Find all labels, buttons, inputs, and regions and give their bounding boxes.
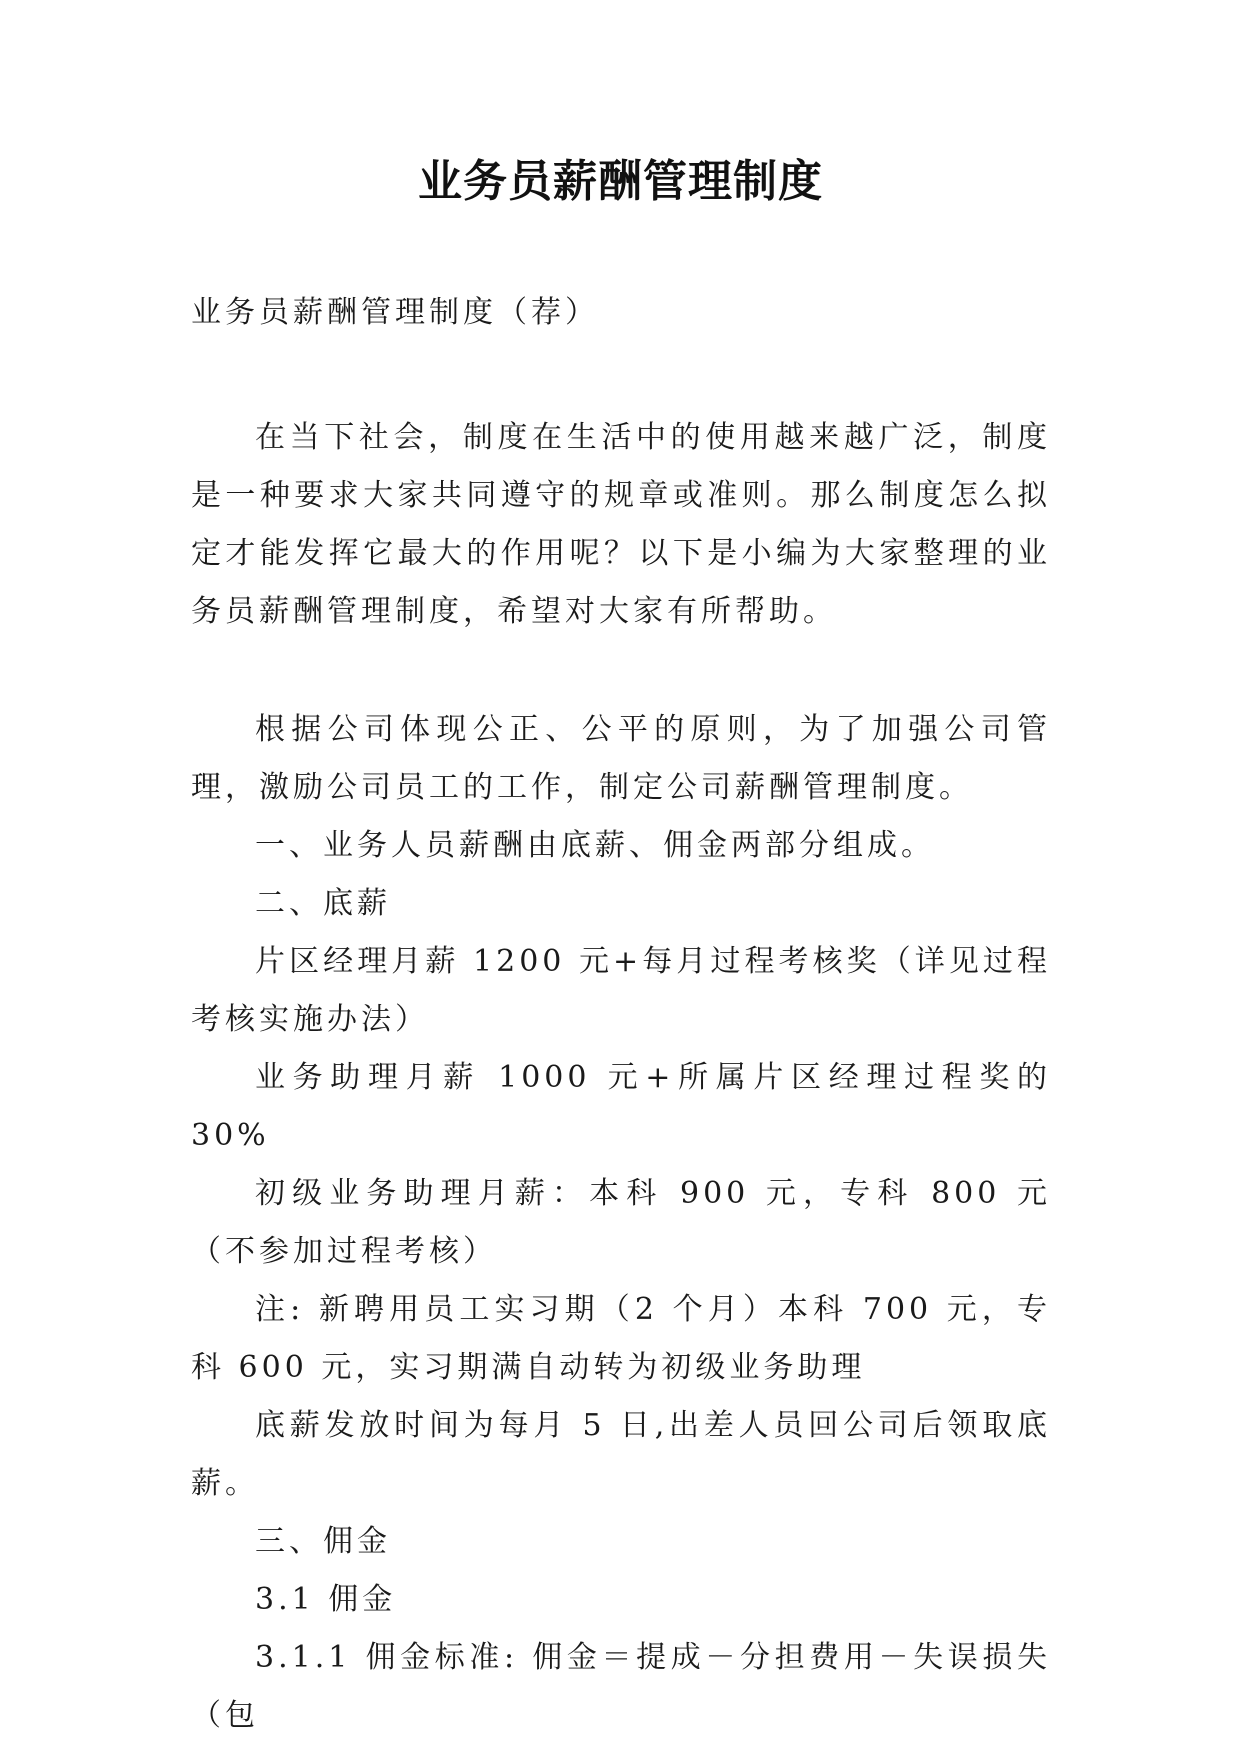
paragraph-subsection-3-1: 3.1 佣金: [255, 1582, 397, 1617]
paragraph-section-3-heading: 三、佣金: [255, 1524, 391, 1559]
paragraph-assistant-salary: 业务助理月薪 1000 元+所属片区经理过程奖的 30%: [191, 1060, 1051, 1153]
paragraph-section-2-heading: 二、底薪: [255, 886, 391, 921]
document-subtitle: 业务员薪酬管理制度（荐）: [191, 295, 599, 330]
intro-paragraph: 在当下社会，制度在生活中的使用越来越广泛，制度是一种要求大家共同遵守的规章或准则。那么制度怎么拟定才能发挥它最大的作用呢？以下是小编为大家整理的业务员薪酬管理制度，希望对大家有所帮助。: [191, 420, 1051, 629]
paragraph-section-1: 一、业务人员薪酬由底薪、佣金两部分组成。: [255, 828, 935, 863]
paragraph-probation-note: 注: 新聘用员工实习期（2 个月）本科 700 元，专科 600 元，实习期满自动转为初级业务助理: [191, 1292, 1051, 1385]
document-title: 业务员薪酬管理制度: [418, 156, 823, 207]
policy-body: [191, 701, 1051, 1745]
paragraph-subsection-3-1-1: 3.1.1 佣金标准: 佣金＝提成－分担费用－失误损失（包: [191, 1640, 1051, 1733]
paragraph-area-manager-salary: 片区经理月薪 1200 元+每月过程考核奖（详见过程考核实施办法）: [191, 944, 1051, 1037]
paragraph-payment-date: 底薪发放时间为每月 5 日,出差人员回公司后领取底薪。: [191, 1408, 1051, 1501]
paragraph-purpose: 根据公司体现公正、公平的原则，为了加强公司管理，激励公司员工的工作，制定公司薪酬管理制度。: [191, 712, 1051, 805]
intro-section: [191, 409, 1051, 641]
paragraph-junior-assistant-salary: 初级业务助理月薪：本科 900 元，专科 800 元（不参加过程考核）: [191, 1176, 1051, 1269]
